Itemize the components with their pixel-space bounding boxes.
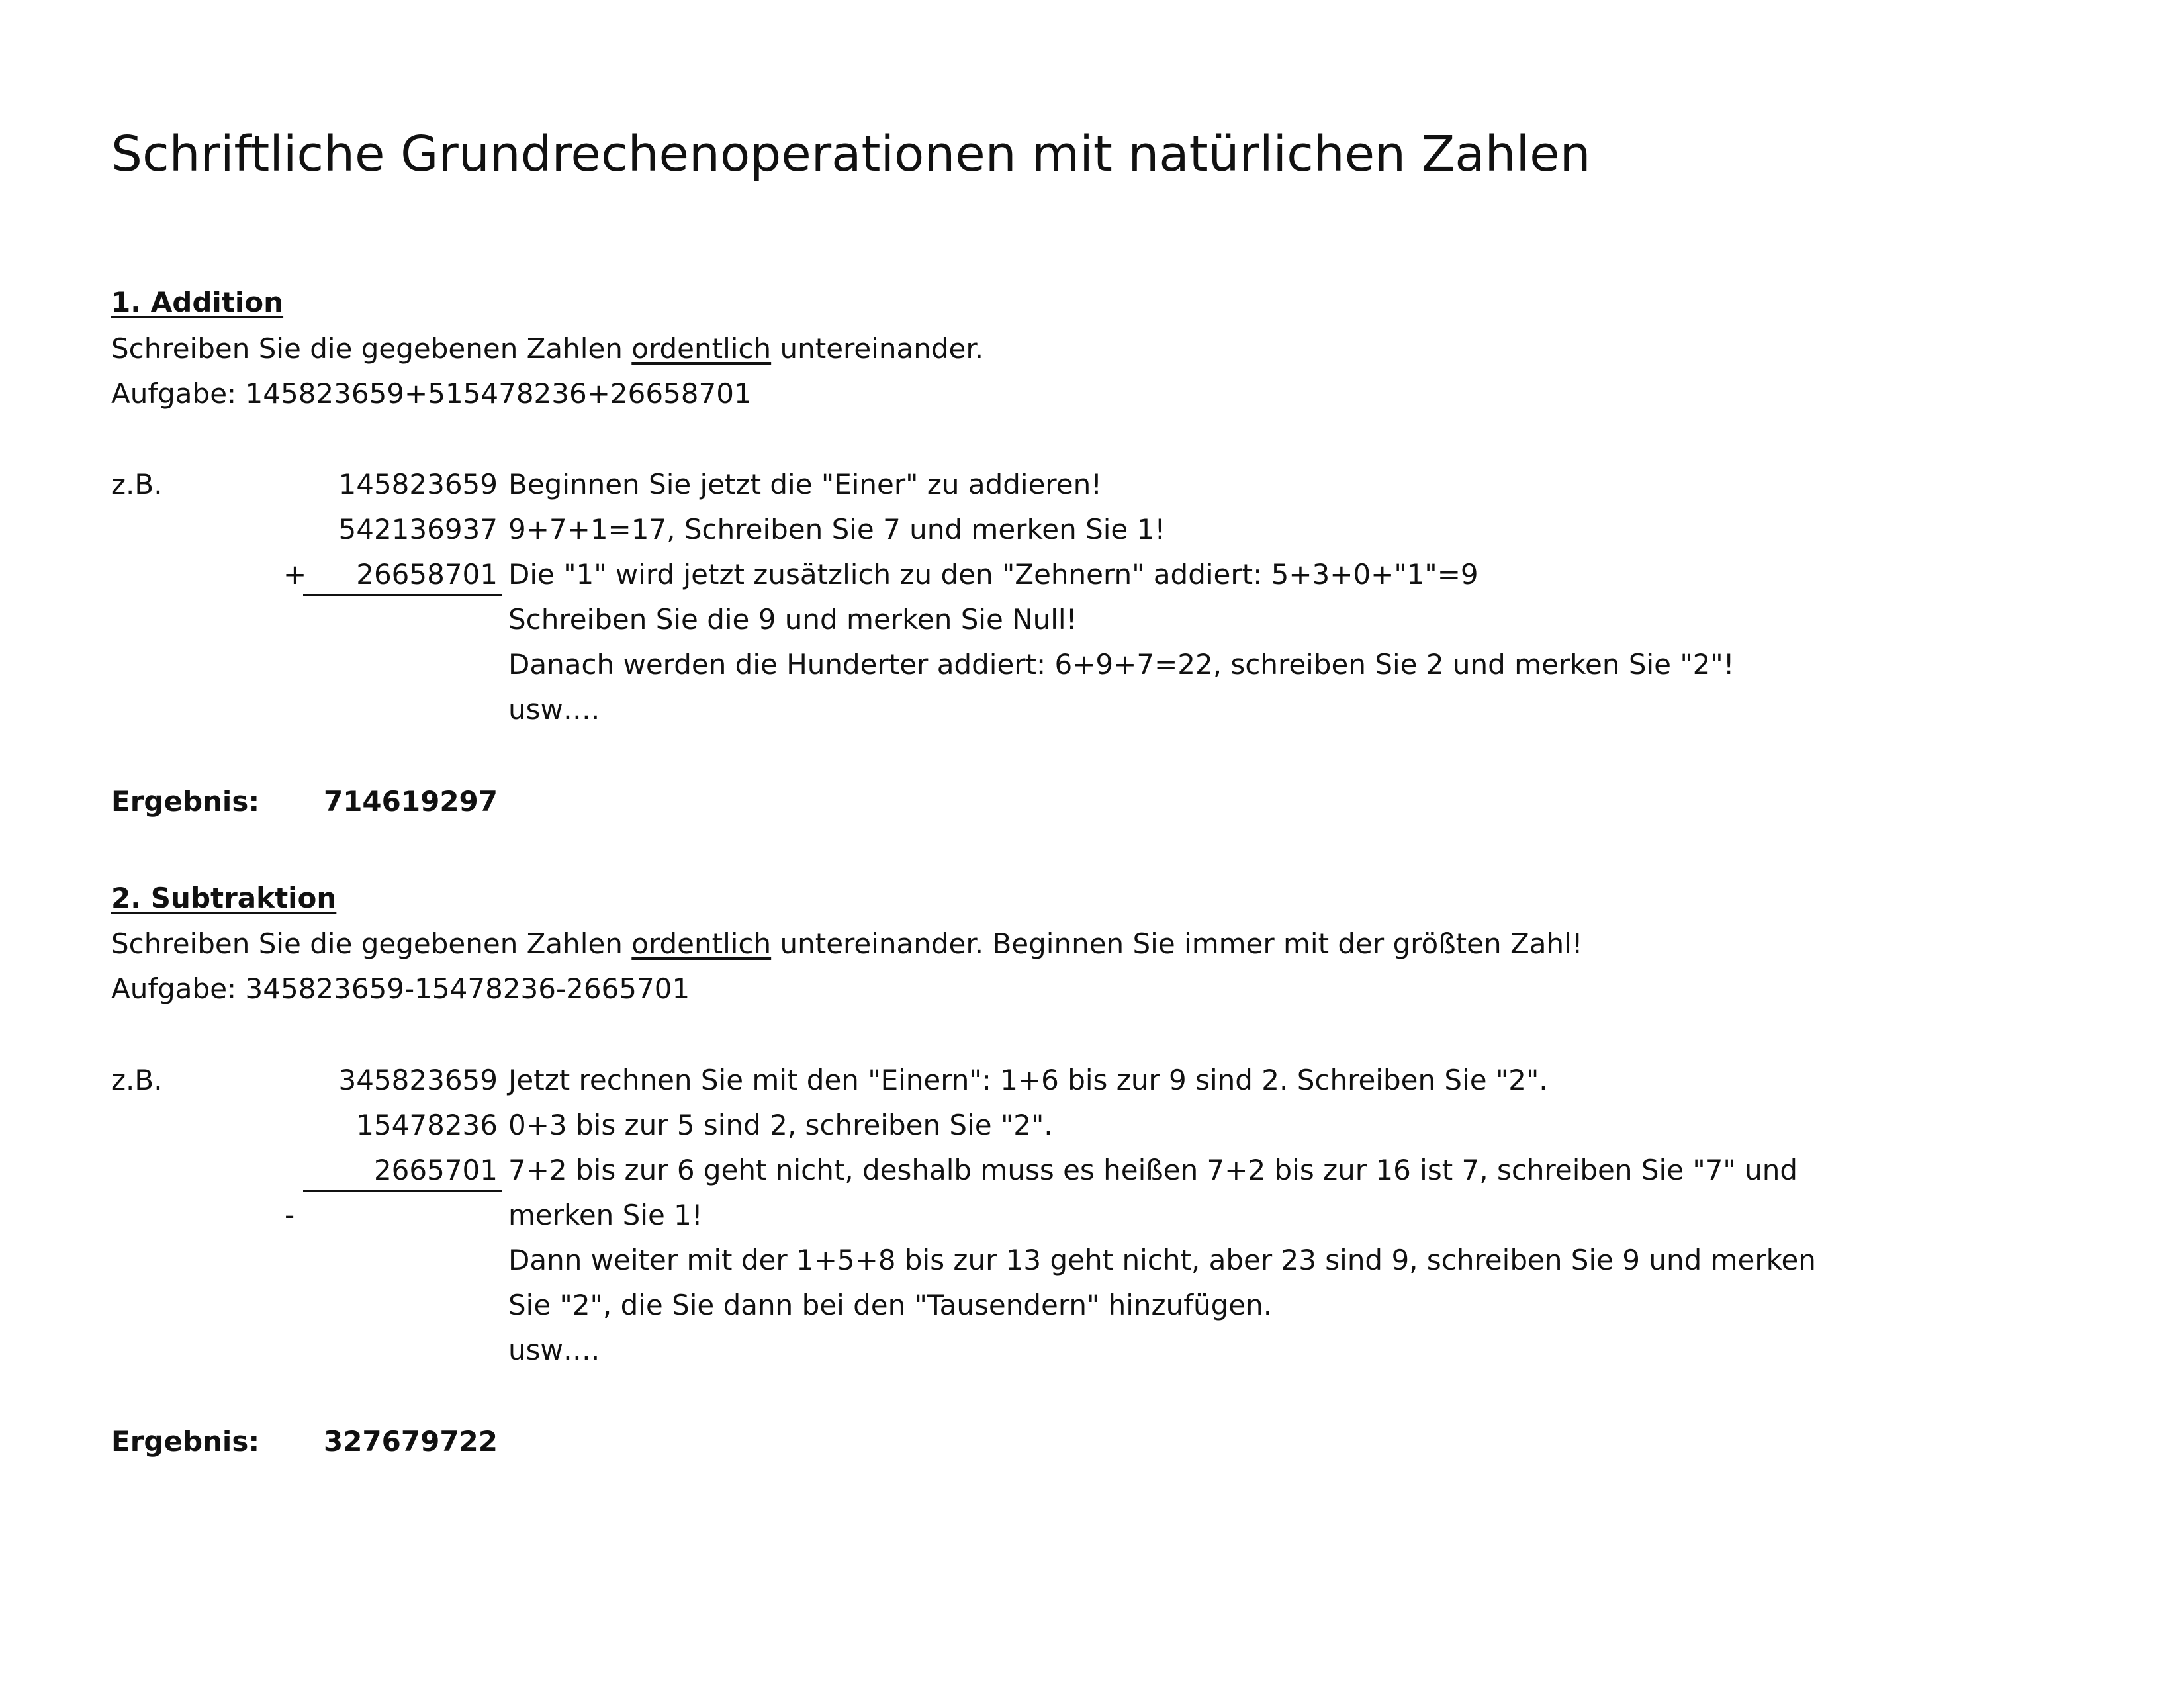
subtraction-result-label: Ergebnis: — [111, 1425, 260, 1458]
addition-number-1: 145823659 — [338, 468, 498, 500]
addition-note-6: usw…. — [508, 693, 600, 726]
subtraction-intro — [111, 927, 1583, 960]
subtraction-difference-line — [303, 1190, 502, 1192]
addition-result-value: 714619297 — [323, 785, 498, 818]
addition-intro-underlined: ordentlich — [631, 332, 772, 365]
addition-intro — [111, 332, 984, 365]
page-title: Schriftliche Grundrechenoperationen mit natürlichen Zahlen — [111, 126, 1591, 183]
addition-operator: + — [283, 558, 307, 590]
subtraction-number-3: 2665701 — [373, 1154, 498, 1186]
addition-note-1: Beginnen Sie jetzt die "Einer" zu addieren! — [508, 468, 1103, 500]
subtraction-result-value: 327679722 — [323, 1425, 498, 1458]
addition-heading: 1. Addition — [111, 286, 284, 318]
addition-example-label: z.B. — [111, 468, 163, 500]
addition-note-2: 9+7+1=17, Schreiben Sie 7 und merken Sie 1! — [508, 513, 1166, 545]
subtraction-operator: - — [285, 1199, 295, 1231]
addition-note-4: Schreiben Sie die 9 und merken Sie Null! — [508, 603, 1077, 635]
subtraction-heading: 2. Subtraktion — [111, 882, 337, 914]
addition-note-5: Danach werden die Hunderter addiert: 6+9+7=22, schreiben Sie 2 und merken Sie "2"! — [508, 648, 1735, 680]
subtraction-note-6: Sie "2", die Sie dann bei den "Tausendern" hinzufügen. — [508, 1289, 1273, 1321]
subtraction-number-1: 345823659 — [338, 1064, 498, 1096]
subtraction-intro-after: untereinander. Beginnen Sie immer mit der größten Zahl! — [771, 927, 1583, 960]
subtraction-note-2: 0+3 bis zur 5 sind 2, schreiben Sie "2". — [508, 1109, 1053, 1141]
addition-number-2: 542136937 — [338, 513, 498, 545]
subtraction-intro-before: Schreiben Sie die gegebenen Zahlen — [111, 927, 632, 960]
addition-intro-before: Schreiben Sie die gegebenen Zahlen — [111, 332, 632, 365]
addition-number-3: 26658701 — [356, 558, 498, 590]
subtraction-number-2: 15478236 — [356, 1109, 498, 1141]
subtraction-example-label: z.B. — [111, 1064, 163, 1096]
addition-intro-after: untereinander. — [771, 332, 984, 365]
addition-result-label: Ergebnis: — [111, 785, 260, 818]
subtraction-note-3: 7+2 bis zur 6 geht nicht, deshalb muss es heißen 7+2 bis zur 16 ist 7, schreiben Sie "7" und — [508, 1154, 1797, 1186]
addition-task: Aufgabe: 145823659+515478236+26658701 — [111, 377, 752, 410]
subtraction-note-4: merken Sie 1! — [508, 1199, 703, 1231]
subtraction-intro-underlined: ordentlich — [631, 927, 772, 960]
addition-sum-line — [303, 594, 502, 596]
subtraction-note-1: Jetzt rechnen Sie mit den "Einern": 1+6 bis zur 9 sind 2. Schreiben Sie "2". — [508, 1064, 1548, 1096]
subtraction-note-5: Dann weiter mit der 1+5+8 bis zur 13 geht nicht, aber 23 sind 9, schreiben Sie 9 und merken — [508, 1244, 1816, 1276]
addition-note-3: Die "1" wird jetzt zusätzlich zu den "Zehnern" addiert: 5+3+0+"1"=9 — [508, 558, 1479, 590]
subtraction-note-7: usw…. — [508, 1334, 600, 1366]
subtraction-task: Aufgabe: 345823659-15478236-2665701 — [111, 972, 690, 1005]
